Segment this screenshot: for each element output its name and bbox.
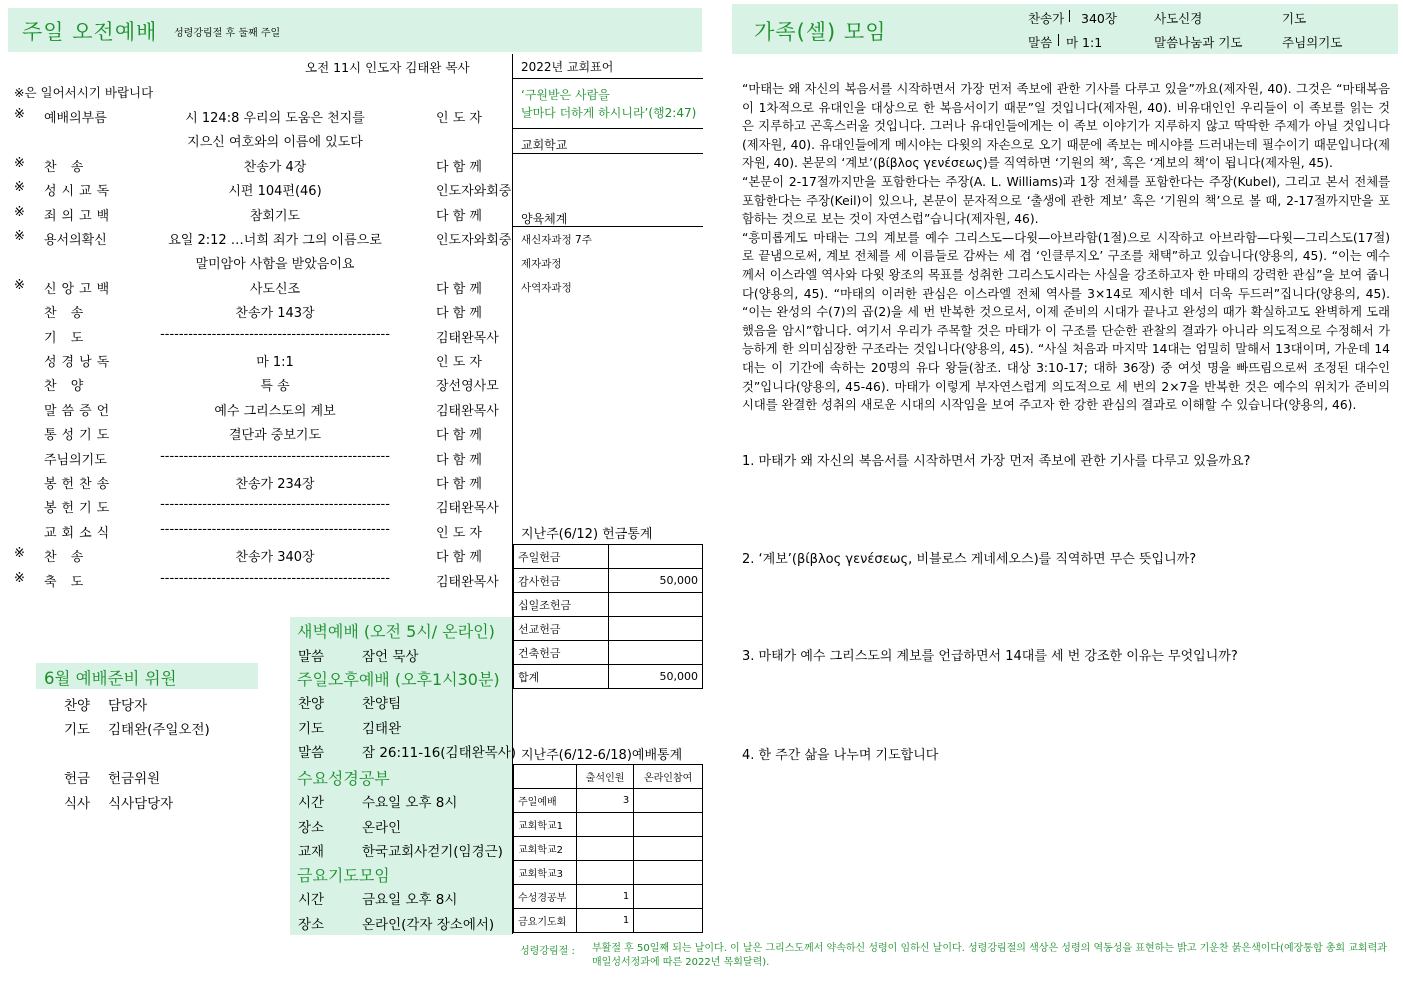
stand-note: ※은 일어서시기 바랍니다	[14, 85, 154, 100]
footer-label: 성령강림절 :	[520, 946, 575, 957]
service-value: 김태완	[362, 720, 402, 737]
order-label: 기 도	[44, 330, 89, 346]
service-value: 온라인	[362, 819, 402, 836]
committee-row	[64, 792, 284, 814]
side-rule-2	[513, 128, 703, 129]
order-leader: 인도자와회중	[436, 184, 512, 200]
friday-prayer-title: 금요기도모임	[297, 866, 390, 885]
order-content: 마 1:1	[256, 355, 294, 370]
service-value: 수요일 오후 8시	[362, 795, 458, 811]
online-count	[634, 885, 703, 909]
order-row	[0, 202, 510, 226]
wednesday-study-title: 수요성경공부	[297, 769, 390, 788]
stand-mark: ※	[14, 229, 25, 244]
question: 3. 마태가 예수 그리스도의 계보를 언급하면서 14대를 세 번 강조한 이유는 무엇입니까?	[742, 649, 1238, 664]
attendance-item: 금요기도회	[514, 909, 577, 933]
order-of-service	[0, 104, 510, 594]
attendance-count: 1	[577, 909, 634, 933]
order-content: 특 송	[260, 379, 290, 395]
attendance-count: 3	[577, 789, 634, 813]
header-creed: 사도신경	[1154, 11, 1203, 26]
attendance-row	[514, 909, 703, 933]
order-content: 찬송가 4장	[243, 159, 307, 175]
order-label: 성시교독	[44, 184, 115, 200]
nurture-item: 사역자과정	[521, 282, 572, 294]
service-row	[298, 791, 512, 813]
offering-row	[514, 569, 703, 593]
committee-role: 찬양	[64, 698, 91, 714]
service-row	[298, 741, 517, 763]
order-label: 성경낭독	[44, 355, 115, 370]
question: 1. 마태가 왜 자신의 복음서를 시작하면서 가장 먼저 족보에 관한 기사를 다루고 있을까요?	[742, 454, 1251, 469]
order-content: -------------------------------------------------	[160, 448, 390, 464]
attendance-title: 지난주(6/12-6/18)예배통계	[521, 748, 683, 763]
order-leader: 김태완목사	[436, 501, 499, 517]
service-row	[298, 913, 512, 935]
header-word-value: 마 1:1	[1066, 35, 1103, 50]
attendance-header: 온라인참여	[634, 765, 703, 789]
nurture-label: 양육체계	[521, 212, 568, 226]
order-row	[0, 128, 510, 152]
committee-row	[64, 767, 284, 789]
service-key: 시간	[298, 795, 325, 811]
order-label: 통성기도	[44, 428, 115, 444]
header-hymn-value: 340장	[1081, 11, 1117, 26]
service-key: 교재	[298, 844, 325, 861]
order-row	[0, 397, 510, 421]
offering-item: 주일헌금	[514, 545, 609, 569]
order-label: 봉헌기도	[44, 501, 115, 517]
order-row	[0, 153, 510, 177]
offering-amount: 50,000	[609, 665, 703, 689]
offering-amount	[609, 593, 703, 617]
order-leader: 다 함 께	[436, 477, 482, 492]
offering-title: 지난주(6/12) 헌금통계	[521, 527, 653, 542]
study-text	[742, 80, 1390, 415]
order-leader: 김태완목사	[436, 403, 499, 419]
attendance-row	[514, 813, 703, 837]
order-label: 찬 송	[44, 159, 89, 175]
committee-person: 김태완(주일오전)	[108, 722, 210, 739]
stand-mark: ※	[14, 180, 25, 196]
order-leader: 인 도 자	[436, 111, 482, 126]
service-value: 금요일 오후 8시	[362, 892, 458, 908]
order-content: 요일 2:12 …너희 죄가 그의 이름으로	[168, 233, 382, 248]
order-content: -------------------------------------------------	[160, 326, 390, 342]
committee-role: 기도	[64, 722, 91, 739]
stand-mark: ※	[14, 204, 25, 220]
side-rule-4	[513, 226, 703, 227]
order-content: 말미암아 사함을 받았음이요	[195, 257, 355, 273]
church-school-label: 교회학교	[521, 138, 568, 152]
order-leader: 인도자와회중	[436, 233, 512, 248]
header-sharing: 말씀나눔과 기도	[1154, 35, 1243, 50]
afternoon-service-title: 주일오후예배 (오후1시30분)	[297, 670, 500, 689]
service-key: 찬양	[298, 696, 325, 712]
order-leader: 다 함 께	[436, 550, 482, 566]
committee-row	[64, 718, 284, 740]
order-label: 찬 송	[44, 306, 89, 322]
year-motto-line-2: 날마다 더하게 하시니라’(행2:47)	[521, 106, 697, 120]
order-label: 말씀증언	[44, 403, 115, 419]
page-title: 주일 오전예배	[22, 20, 158, 44]
order-leader: 다 함 께	[436, 428, 482, 444]
service-value: 찬양팀	[362, 696, 402, 712]
order-row	[0, 372, 510, 396]
order-content: 찬송가 143장	[235, 306, 315, 322]
offering-amount: 50,000	[609, 569, 703, 593]
dawn-service-title: 새벽예배 (오전 5시/ 온라인)	[297, 622, 495, 641]
order-content: 결단과 중보기도	[228, 428, 322, 444]
order-label: 신앙고백	[44, 281, 115, 297]
offering-row	[514, 641, 703, 665]
year-motto-line-1: ‘구원받은 사람을	[521, 88, 610, 102]
online-count	[634, 909, 703, 933]
order-row	[0, 494, 510, 518]
order-leader: 인 도 자	[436, 525, 482, 541]
service-key: 시간	[298, 892, 325, 908]
order-row	[0, 250, 510, 274]
service-key: 말씀	[298, 745, 325, 762]
order-leader: 다 함 께	[436, 159, 482, 175]
order-label: 교회소식	[44, 525, 115, 541]
service-row	[298, 840, 512, 862]
order-content: 찬송가 234장	[235, 477, 315, 492]
offering-item: 합계	[514, 665, 609, 689]
june-committee-band	[36, 663, 258, 689]
order-row	[0, 299, 510, 323]
nurture-item: 제자과정	[521, 258, 562, 270]
attendance-row	[514, 885, 703, 909]
order-content: 찬송가 340장	[235, 550, 315, 566]
attendance-header: 출석인원	[577, 765, 634, 789]
offering-amount	[609, 545, 703, 569]
order-content: 참회기도	[249, 208, 301, 224]
order-row	[0, 104, 510, 128]
offering-amount	[609, 641, 703, 665]
order-content: 시편 104편(46)	[228, 184, 322, 200]
stand-mark: ※	[14, 277, 25, 293]
order-label: 죄의고백	[44, 208, 115, 224]
order-row	[0, 275, 510, 299]
left-header-band	[8, 8, 702, 52]
committee-person: 담당자	[108, 698, 148, 714]
year-motto-label: 2022년 교회표어	[521, 60, 614, 74]
order-label: 봉헌찬송	[44, 477, 115, 492]
service-leader-line: 오전 11시 인도자 김태완 목사	[305, 60, 470, 75]
service-row	[298, 816, 512, 838]
stand-mark: ※	[14, 155, 25, 171]
committee-row	[64, 694, 284, 716]
order-row	[0, 568, 510, 592]
question: 2. ‘계보’(βίβλος γενέσεως, 비블로스 게네세오스)를 직역하면 무슨 뜻입니까?	[742, 552, 1197, 567]
order-row	[0, 543, 510, 567]
order-leader: 다 함 께	[436, 306, 482, 322]
stand-mark: ※	[14, 107, 25, 122]
study-paragraph: “마태는 왜 자신의 복음서를 시작하면서 가장 먼저 족보에 관한 기사를 다루고 있을”까요(제자원, 40). 그것은 “마태복음이 1차적으로 유대인을 대상으로 한 복음서이기 때문”일 것입니다(제자원, 40). 비유대인인 우리들이 이 족보를 읽는 것은 지루하고 곤혹스러울 것입니다. 그러나 유대인들에게는 이 족보 이야기가 지루하지 않고 딱딱한 주제가 아닐 것입니다(제자원, 40). 유대인들에게 메시야는 다윗의 자손으로 오기 때문에 족보는 메시야를 드러내는데 필수이기 때문입니다(제자원, 40). 본문의 ‘계보’(βίβλος γενέσεως)를 직역하면 ‘기원의 책’, 혹은 ‘계보의 책’이 됩니다(제자원, 45).	[742, 82, 1390, 171]
attendance-header-row	[514, 765, 703, 789]
order-label: 찬 송	[44, 550, 89, 566]
committee-person: 식사담당자	[108, 795, 174, 812]
offering-table	[513, 544, 703, 689]
order-label: 용서의확신	[44, 233, 107, 248]
offering-item: 감사헌금	[514, 569, 609, 593]
order-content: 시 124:8 우리의 도움은 천지를	[185, 111, 365, 126]
service-value: 한국교회사걷기(임경근)	[362, 844, 503, 861]
offering-item: 건축헌금	[514, 641, 609, 665]
offering-item: 십일조헌금	[514, 593, 609, 617]
order-label: 예배의부름	[44, 111, 107, 126]
order-leader: 장선영사모	[436, 379, 499, 395]
header-lords-prayer: 주님의기도	[1282, 35, 1343, 50]
attendance-item: 교회학교1	[514, 813, 577, 837]
order-row	[0, 177, 510, 201]
attendance-item: 주일예배	[514, 789, 577, 813]
attendance-item: 교회학교3	[514, 861, 577, 885]
june-committee-title: 6월 예배준비 위원	[44, 669, 177, 688]
attendance-row	[514, 861, 703, 885]
cell-meeting-title: 가족(셀) 모임	[754, 20, 887, 44]
study-paragraph: “흥미롭게도 마태는 그의 계보를 예수 그리스도—다윗—아브라함(1절)으로 시작하고 아브라함—다윗—그리스도(17절)로 끝냄으로써, 계보 전체를 세 이름들로 감싸는 세 겹 ‘인클루지오’ 구조를 채택”하고 있습니다(양용의, 45). “이는 예수께서 이스라엘 역사와 다윗 왕조의 목표를 성취한 그리스도시라는 사실을 강조하고자 한 마태의 강력한 관심”을 보여 줍니다(양용의, 45). “마태의 이러한 관심은 이스라엘 전체 역사를 3×14로 제시한 데서 더욱 두드러”집니다(양용의, 45). “이는 완성의 수(7)의 곱(2)을 세 번 반복한 것으로서, 이제 준비의 시대가 끝나고 완성의 때가 확실하고도 완벽하게 도래했음을 암시”합니다. 여기서 우리가 주목할 것은 마태가 이 구조를 단순한 관찰의 결과가 아니라 의도적으로 수정해서 가능하게 한 의미심장한 구조라는 것입니다(양용의, 45). “사실 처음과 마지막 14대는 엄밀히 말해서 13대이며, 가운데 14대는 이 기간에 속하는 20명의 유다 왕들(참조. 대상 3:10-17; 대하 36장) 중 여섯 명을 빠뜨림으로써 조정된 대수인 것”입니다(양용의, 45-46). 마태가 이렇게 부자연스럽게 의도적으로 세 번의 2×7을 반복한 것은 예수의 위치가 준비의 시대를 완결한 성취의 새로운 시대의 시작임을 보여 주고자 한 강한 관심의 결과로 이해할 수 있습니다(양용의, 46).	[742, 230, 1390, 413]
order-content: 예수 그리스도의 계보	[214, 403, 336, 419]
order-leader: 다 함 께	[436, 208, 482, 224]
footer-text: 부활절 후 50일째 되는 날이다. 이 날은 그리스도께서 약속하신 성령이 임하신 날이다. 성령강림절의 색상은 성령의 역동성을 표현하는 밝고 기운찬 붉은색이다(예장통합 총회 교회력과 매일성서정과에 따른 2022년 목회달력).	[592, 943, 1387, 968]
side-rule-1	[513, 78, 703, 79]
offering-row	[514, 665, 703, 689]
header-hymn-key: 찬송가	[1028, 11, 1065, 26]
order-content: 사도신조	[249, 281, 301, 297]
nurture-item: 새신자과정 7주	[521, 234, 592, 246]
right-header-band	[732, 4, 1398, 54]
online-count	[634, 861, 703, 885]
order-label: 찬 양	[44, 379, 89, 395]
committee-person: 헌금위원	[108, 771, 161, 788]
header-prayer: 기도	[1282, 11, 1307, 26]
order-leader: 김태완목사	[436, 330, 499, 346]
attendance-count	[577, 813, 634, 837]
attendance-item: 교회학교2	[514, 837, 577, 861]
offering-row	[514, 545, 703, 569]
stand-mark: ※	[14, 570, 25, 586]
service-key: 장소	[298, 916, 325, 933]
order-content: 지으신 여호와의 이름에 있도다	[187, 135, 363, 151]
committee-role: 헌금	[64, 771, 91, 788]
order-row	[0, 446, 510, 470]
order-leader: 인 도 자	[436, 355, 482, 370]
order-label: 주님의기도	[44, 452, 107, 468]
study-paragraph: “본문이 2-17절까지만을 포함한다는 주장(A. L. Williams)과 1장 전체를 포함한다는 주장(Kubel), 그리고 본서 전체를 포함한다는 주장(Keil)이 있으나, 본문이 문자적으로 ‘출생에 관한 계보’ 혹은 ‘기원의 책’으로 볼 때, 2-17절까지만을 포함하는 것으로 보는 것이 자연스럽”습니다(제자원, 46).	[742, 174, 1390, 227]
stand-mark: ※	[14, 546, 25, 562]
header-divider	[1058, 34, 1059, 46]
offering-row	[514, 617, 703, 641]
offering-amount	[609, 617, 703, 641]
order-row	[0, 324, 510, 348]
order-row	[0, 519, 510, 543]
service-key: 장소	[298, 819, 325, 836]
header-word-key: 말씀	[1028, 35, 1053, 50]
attendance-count: 1	[577, 885, 634, 909]
order-row	[0, 226, 510, 250]
order-row	[0, 348, 510, 372]
order-leader: 다 함 께	[436, 281, 482, 297]
order-leader: 다 함 께	[436, 452, 482, 468]
dawn-service-key: 말씀	[298, 649, 325, 665]
service-row	[298, 717, 512, 739]
attendance-count	[577, 861, 634, 885]
service-row	[298, 888, 512, 910]
online-count	[634, 813, 703, 837]
attendance-row	[514, 837, 703, 861]
attendance-item: 수성경공부	[514, 885, 577, 909]
order-content: -------------------------------------------------	[160, 497, 390, 513]
attendance-table	[513, 764, 703, 933]
side-rule-3	[513, 153, 703, 154]
order-label: 축 도	[44, 574, 89, 590]
committee-role: 식사	[64, 795, 91, 812]
order-row	[0, 470, 510, 494]
service-value: 온라인(각자 장소에서)	[362, 916, 495, 933]
order-content: -------------------------------------------------	[160, 521, 390, 537]
offering-item: 선교헌금	[514, 617, 609, 641]
question: 4. 한 주간 삶을 나누며 기도합니다	[742, 748, 939, 763]
service-value: 잠 26:11-16(김태완목사)	[362, 745, 517, 762]
offering-row	[514, 593, 703, 617]
committee-row	[64, 743, 284, 765]
online-count	[634, 837, 703, 861]
attendance-header	[514, 765, 577, 789]
attendance-count	[577, 837, 634, 861]
header-divider	[1069, 10, 1070, 22]
order-leader: 김태완목사	[436, 574, 499, 590]
order-content: -------------------------------------------------	[160, 570, 390, 586]
dawn-service-value: 잠언 묵상	[362, 649, 419, 665]
service-row	[298, 692, 512, 714]
online-count	[634, 789, 703, 813]
attendance-row	[514, 789, 703, 813]
service-key: 기도	[298, 720, 325, 737]
order-row	[0, 421, 510, 445]
page-subtitle: 성령강림절 후 둘째 주일	[174, 28, 281, 39]
